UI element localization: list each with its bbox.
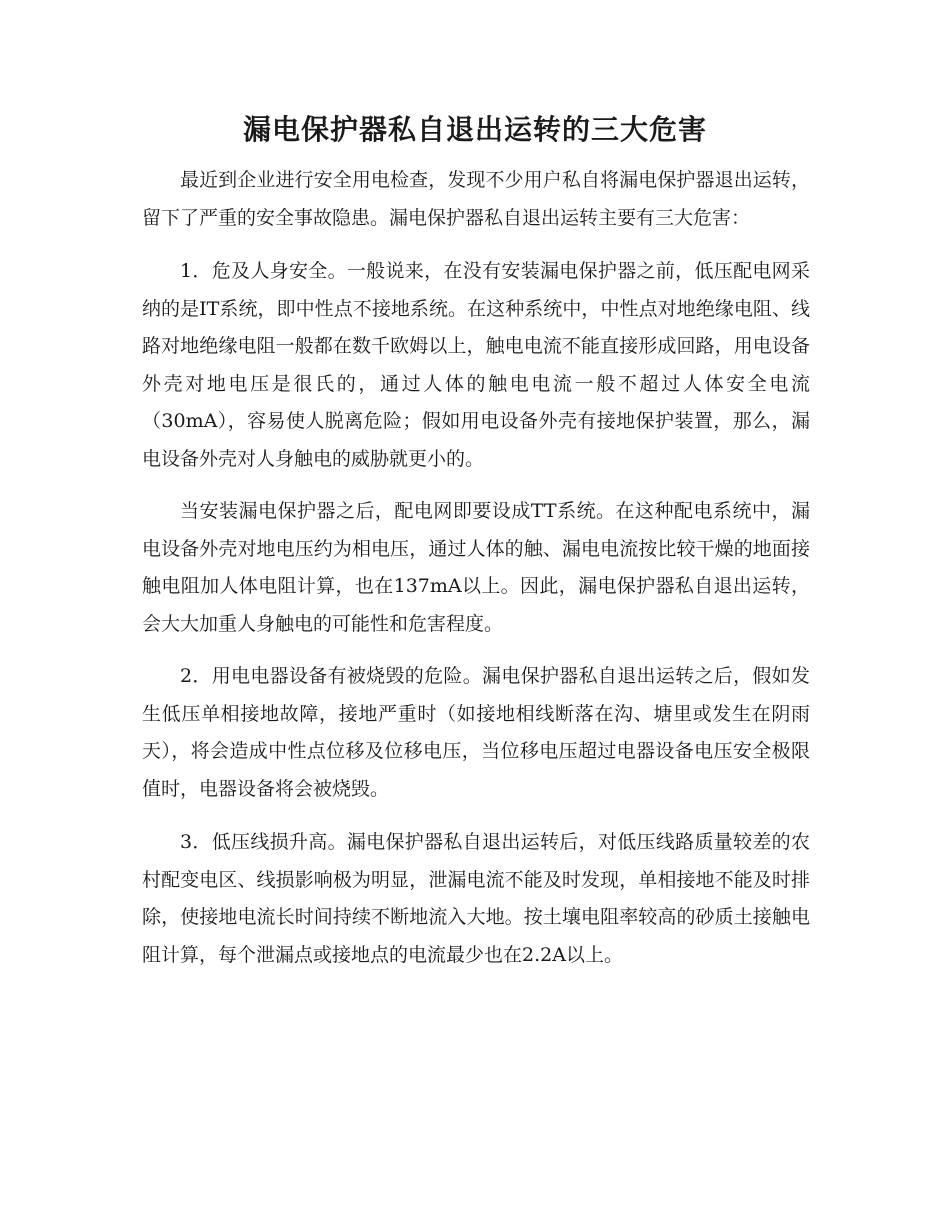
document-title: 漏电保护器私自退出运转的三大危害 [242, 113, 707, 146]
hazard-2-paragraph: 2．用电电器设备有被烧毁的危险。漏电保护器私自退出运转之后，假如发生低压单相接地故障，接地严重时（如接地相线断落在沟、塘里或发生在阴雨天），将会造成中性点位移及位移电压，当位移电压超过电器设备电压安全极限值时，电器设备将会被烧毁。 [142, 665, 810, 800]
intro-paragraph: 最近到企业进行安全用电检查，发现不少用户私自将漏电保护器退出运转，留下了严重的安全事故隐患。漏电保护器私自退出运转主要有三大危害： [142, 169, 810, 229]
hazard-3-paragraph: 3．低压线损升高。漏电保护器私自退出运转后，对低压线路质量较差的农村配变电区、线损影响极为明显，泄漏电流不能及时发现，单相接地不能及时排除，使接地电流长时间持续不断地流入大地。按土壤电阻率较高的砂质土接触电阻计算，每个泄漏点或接地点的电流最少也在2.2A以上。 [142, 831, 810, 966]
hazard-1-continued-paragraph: 当安装漏电保护器之后，配电网即要设成TT系统。在这种配电系统中，漏电设备外壳对地电压约为相电压，通过人体的触、漏电电流按比较干燥的地面接触电阻加人体电阻计算，也在137mA以上。因此，漏电保护器私自退出运转，会大大加重人身触电的可能性和危害程度。 [142, 500, 810, 635]
document-body [142, 162, 810, 992]
hazard-1-paragraph: 1．危及人身安全。一般说来，在没有安装漏电保护器之前，低压配电网采纳的是IT系统，即中性点不接地系统。在这种系统中，中性点对地绝缘电阻、线路对地绝缘电阻一般都在数千欧姆以上，触电电流不能直接形成回路，用电设备外壳对地电压是很氏的，通过人体的触电电流一般不超过人体安全电流（30mA），容易使人脱离危险；假如用电设备外壳有接地保护装置，那么，漏电设备外壳对人身触电的威胁就更小的。 [142, 260, 810, 470]
